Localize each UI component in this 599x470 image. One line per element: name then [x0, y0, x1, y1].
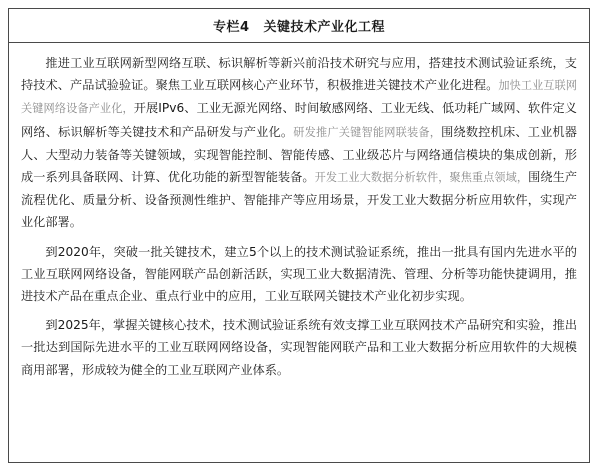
box-number: 专栏4: [212, 20, 250, 35]
sidebar-box: [8, 8, 590, 463]
paragraph-overview: [21, 52, 577, 234]
box-title: [9, 9, 589, 43]
text-run: 围绕生产流程优化、质量分析、设备预测性维护、智能排产等应用场景，开发工业大数据分析应用软件，实现产业化部署。: [21, 170, 578, 230]
paragraph-2025-goal: 到2025年，掌握关键核心技术，技术测试验证系统有效支撑工业互联网技术产品研究和实验，推出一批达到国际先进水平的工业互联网网络设备，实现智能网联产品和工业大数据分析应用软件的大规模商用部署，形成较为健全的工业互联网产业体系。: [21, 318, 577, 377]
text-run: 推进工业互联网新型网络互联、标识解析等新兴前沿技术研究与应用，搭建技术测试验证系统，支持技术、产品试验验证。聚焦工业互联网核心产业环节，积极推进关键技术产业化进程。: [21, 56, 577, 93]
paragraph-2020-goal: 到2020年，突破一批关键技术，建立5个以上的技术测试验证系统，推出一批具有国内先进水平的工业互联网网络设备，智能网联产品创新活跃，实现工业大数据清洗、管理、分析等功能快捷调用，推进技术产品在重点企业、重点行业中的应用，工业互联网关键技术产业化初步实现。: [21, 244, 577, 304]
text-run: 围绕数控机床、工业机器人、大型动力装备等关键领域，实现智能控制、智能传感、工业级芯片与网络通信模块的集成创新，形成一系列具备联网、计算、优化功能的新型智能装备。: [21, 124, 577, 185]
highlight-network-devices: 加快工业互联网关键网络设备产业化，: [21, 79, 577, 116]
highlight-smart-equipment: 研发推广关键智能网联装备，: [293, 125, 442, 139]
highlight-big-data-software: 开发工业大数据分析软件，聚焦重点领域，: [314, 171, 529, 185]
box-title-text: 关键技术产业化工程: [263, 20, 386, 35]
text-run: 开展IPv6、工业无源光网络、时间敏感网络、工业无线、低功耗广域网、软件定义网络、标识解析等关键技术和产品研发与产业化。: [21, 101, 577, 139]
box-content: [9, 43, 589, 381]
